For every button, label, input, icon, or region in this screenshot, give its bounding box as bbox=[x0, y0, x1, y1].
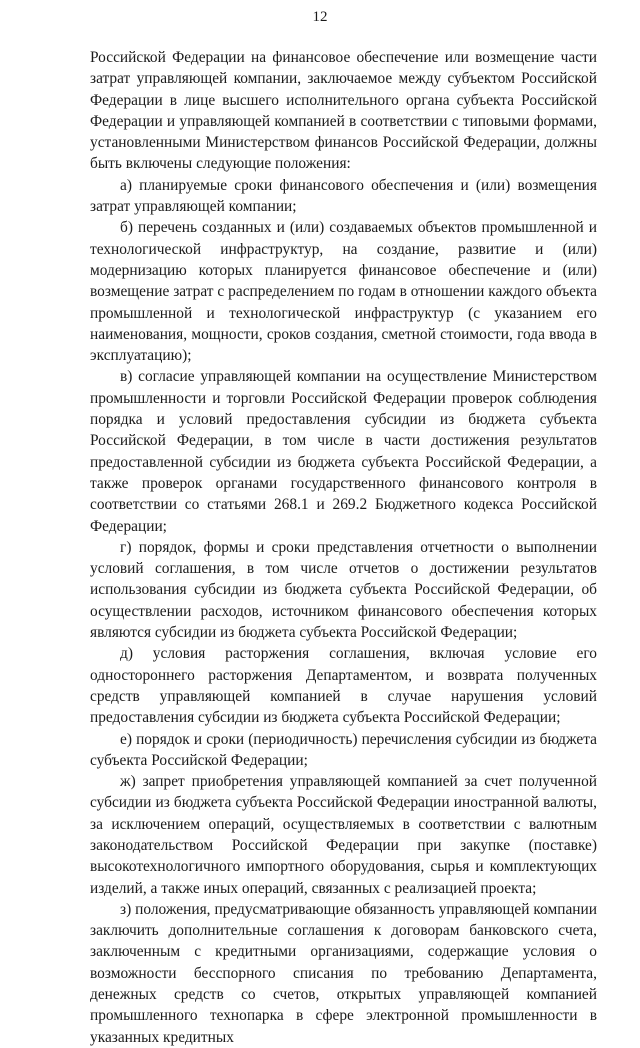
paragraph-item-z: з) положения, предусматривающие обязанность управляющей компании заключить дополнительные соглашения к договорам банковского счета, заключенным с кредитными организациями, содержащие условия о возможности бесспорного списания по требованию Департамента, денежных средств со счетов, открытых управляющей компанией промышленного технопарка в сфере электронной промышленности в указанных кредитных bbox=[90, 900, 597, 1046]
page-number: 12 bbox=[312, 9, 328, 25]
paragraph-item-a: а) планируемые сроки финансового обеспечения и (или) возмещения затрат управляющей компании; bbox=[90, 176, 597, 216]
document-body bbox=[90, 47, 597, 1048]
paragraph-item-b: б) перечень созданных и (или) создаваемых объектов промышленной и технологической инфраструктур, на создание, развитие и (или) модернизацию которых планируется финансовое обеспечение и (или) возмещение затрат с распределением по годам в отношении каждого объекта промышленной и технологической инфраструктур (с указанием его наименования, мощности, сроков создания, сметной стоимости, года ввода в эксплуатацию); bbox=[90, 219, 597, 365]
paragraph-item-g: г) порядок, формы и сроки представления отчетности о выполнении условий соглашения, в том числе отчетов о достижении результатов использования субсидии из бюджета субъекта Российской Федерации, об осуществлении расходов, источником финансового обеспечения которых являются субсидии из бюджета субъекта Российской Федерации; bbox=[90, 538, 597, 642]
paragraph-item-e: е) порядок и сроки (периодичность) перечисления субсидии из бюджета субъекта Российской Федерации; bbox=[90, 730, 597, 769]
paragraph-item-zh: ж) запрет приобретения управляющей компанией за счет полученной субсидии из бюджета субъекта Российской Федерации иностранной валюты, за исключением операций, осуществляемых в соответствии с валютным законодательством Российской Федерации при закупке (поставке) высокотехнологичного импортного оборудования, сырья и комплектующих изделий, а также иных операций, связанных с реализацией проекта; bbox=[90, 773, 597, 897]
paragraph-item-d: д) условия расторжения соглашения, включая условие его одностороннего расторжения Департаментом, и возврата полученных средств управляющей компанией в случае нарушения условий предоставления субсидии из бюджета субъекта Российской Федерации; bbox=[90, 645, 597, 727]
paragraph-intro-continuation: Российской Федерации на финансовое обеспечение или возмещение части затрат управляющей компании, заключаемое между субъектом Российской Федерации в лице высшего исполнительного органа субъекта Российской Федерации и управляющей компанией в соответствии с типовыми формами, установленными Министерством финансов Российской Федерации, должны быть включены следующие положения: bbox=[90, 49, 597, 173]
paragraph-item-v: в) согласие управляющей компании на осуществление Министерством промышленности и торговли Российской Федерации проверок соблюдения порядка и условий предоставления субсидии из бюджета субъекта Российской Федерации, в том числе в части достижения результатов предоставленной субсидии из бюджета субъекта Российской Федерации, а также проверок органами государственного финансового контроля в соответствии со статьями 268.1 и 269.2 Бюджетного кодекса Российской Федерации; bbox=[90, 368, 597, 535]
